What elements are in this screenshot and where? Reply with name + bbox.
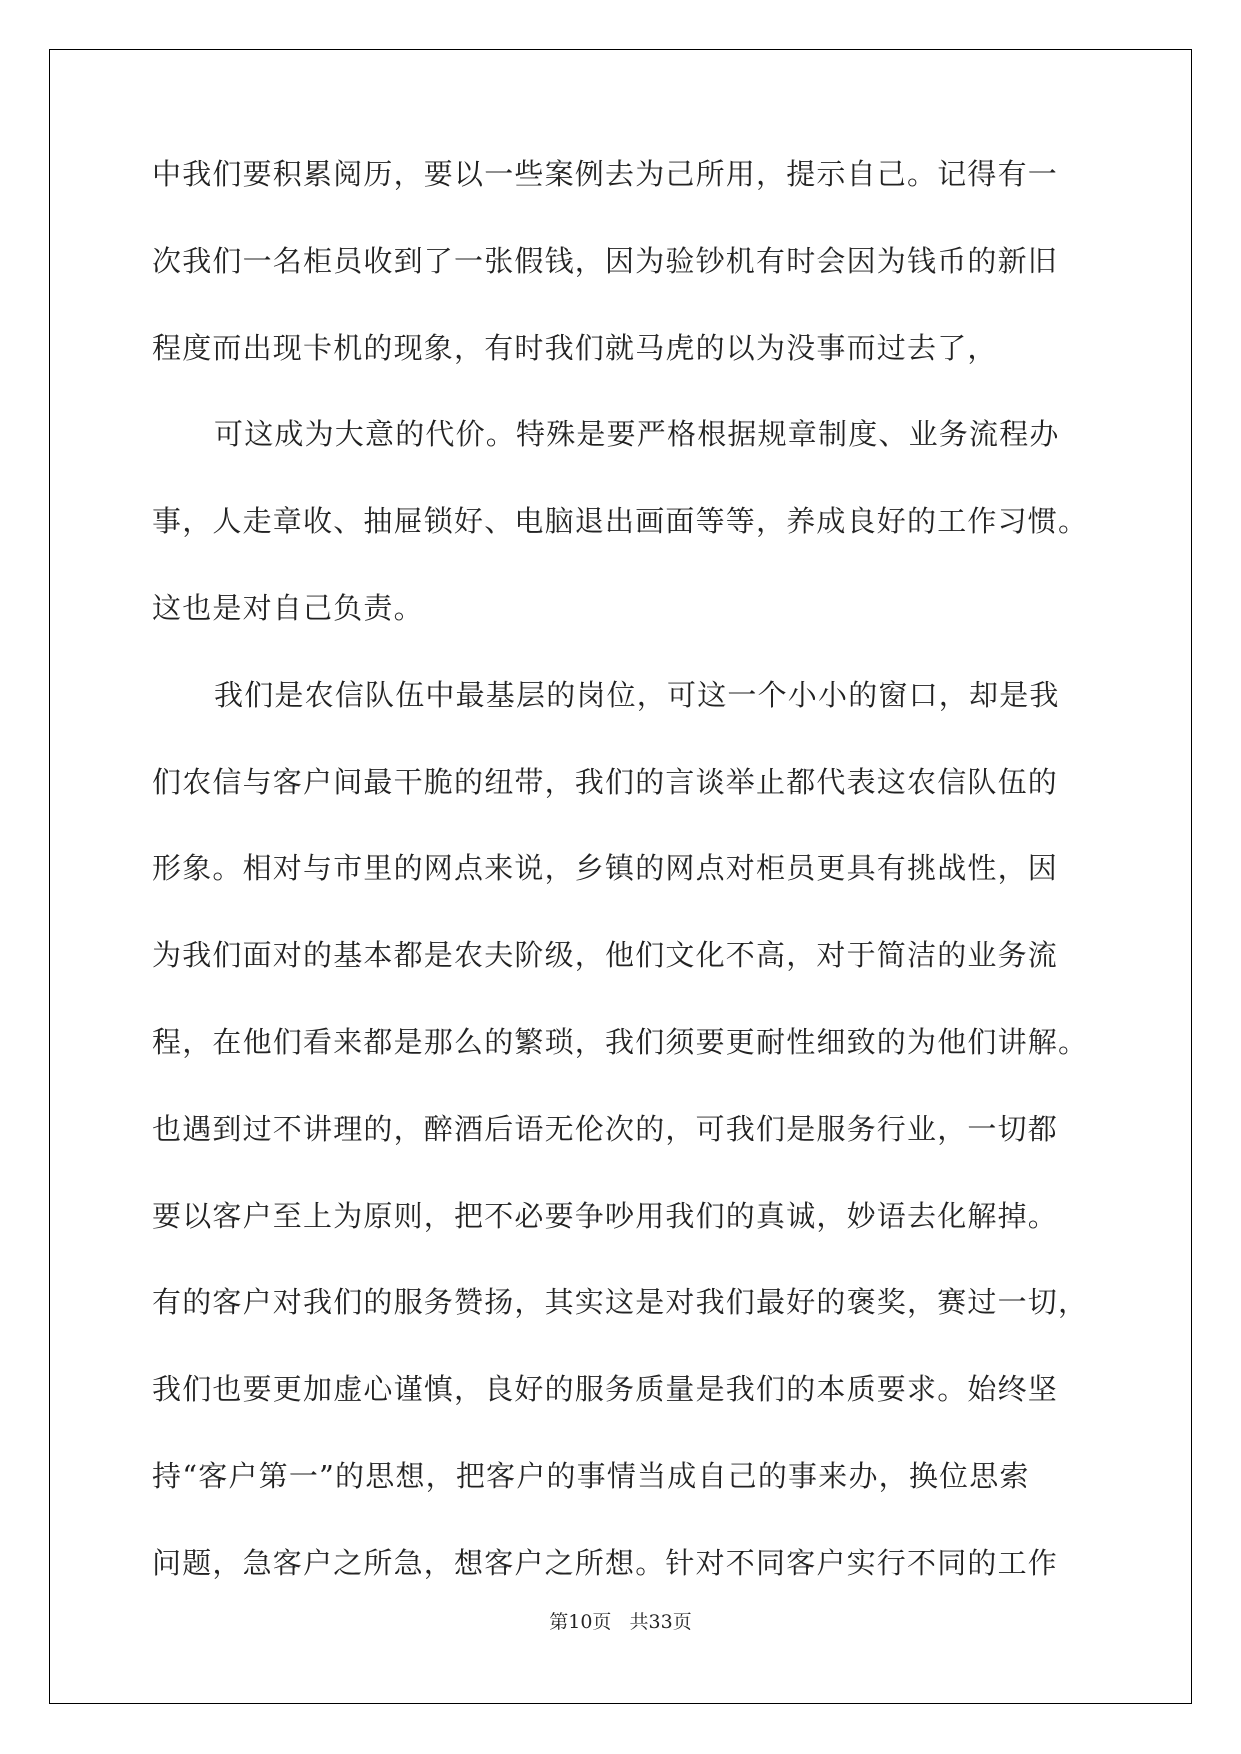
text-line: 为我们面对的基本都是农夫阶级，他们文化不高，对于简洁的业务流 <box>152 938 1059 973</box>
page-number-footer: 第10页 共33页 <box>549 1611 692 1633</box>
text-line: 次我们一名柜员收到了一张假钱，因为验钞机有时会因为钱币的新旧 <box>152 243 1059 278</box>
text-line: 们农信与客户间最干脆的纽带，我们的言谈举止都代表这农信队伍的 <box>152 764 1059 799</box>
paragraph-start-line: 可这成为大意的代价。特殊是要严格根据规章制度、业务流程办 <box>214 417 1060 452</box>
text-line: 有的客户对我们的服务赞扬，其实这是对我们最好的褒奖，赛过一切， <box>152 1285 1089 1320</box>
document-body <box>152 156 1092 1632</box>
text-line: 中我们要积累阅历，要以一些案例去为己所用，提示自己。记得有一 <box>152 157 1059 191</box>
text-line: 也遇到过不讲理的，醉酒后语无伦次的，可我们是服务行业，一切都 <box>152 1111 1059 1146</box>
text-line: 形象。相对与市里的网点来说，乡镇的网点对柜员更具有挑战性，因 <box>152 851 1059 886</box>
text-line: 要以客户至上为原则，把不必要争吵用我们的真诚，妙语去化解掉。 <box>152 1198 1059 1233</box>
text-line: 问题，急客户之所急，想客户之所想。针对不同客户实行不同的工作 <box>152 1545 1059 1580</box>
text-line: 我们也要更加虚心谨慎，良好的服务质量是我们的本质要求。始终坚 <box>152 1372 1059 1407</box>
paragraph-start-line: 我们是农信队伍中最基层的岗位，可这一个小小的窗口，却是我 <box>214 677 1060 712</box>
text-line: 程，在他们看来都是那么的繁琐，我们须要更耐性细致的为他们讲解。 <box>152 1024 1089 1059</box>
text-line: 事，人走章收、抽屉锁好、电脑退出画面等等，养成良好的工作习惯。 <box>152 504 1089 539</box>
text-line: 持“客户第一”的思想，把客户的事情当成自己的事来办，换位思索 <box>152 1458 1030 1493</box>
text-line: 这也是对自己负责。 <box>152 590 424 625</box>
text-line: 程度而出现卡机的现象，有时我们就马虎的以为没事而过去了， <box>152 330 998 365</box>
